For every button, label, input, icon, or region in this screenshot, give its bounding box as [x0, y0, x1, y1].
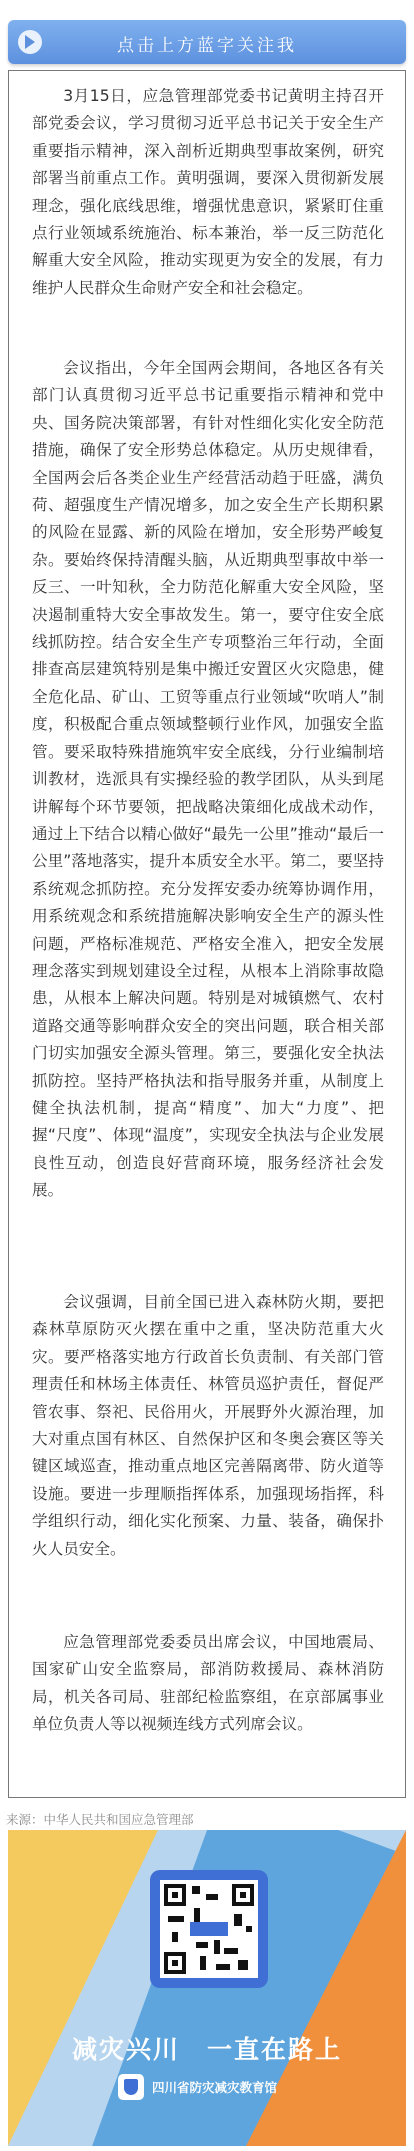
footer-logo-text: 四川省防灾减灾教育馆: [152, 2080, 278, 2095]
qr-finder-bottom-left: [164, 1952, 186, 1974]
qr-code-icon[interactable]: [150, 1870, 268, 1988]
qr-module: [238, 1960, 248, 1970]
footer-logo: [118, 2072, 277, 2102]
qr-module: [168, 1916, 184, 1922]
qr-module: [224, 1948, 238, 1954]
footer-banner: [8, 1830, 406, 2146]
qr-module: [234, 1914, 242, 1926]
article-paragraph-3: 会议强调，目前全国已进入森林防火期，要把森林草原防灭火摆在重中之重，坚决防范重大火灾。要严格落实地方行政首长负责制、有关部门管理责任和林场主体责任、林管员巡护责任，督促严管农事、祭祀、民俗用火，开展野外火源治理，加大对重点国有林区、自然保护区和冬奥会赛区等关键区域巡查，推动重点地区完善隔离带、防火道等设施。要进一步理顺指挥体系，加强现场指挥，科学组织行动，细化实化预案、力量、装备，确保扑火人员安全。: [32, 1293, 384, 1558]
qr-module: [216, 1964, 230, 1970]
qr-module: [192, 1886, 200, 1894]
article-paragraph-4: 应急管理部党委委员出席会议，中国地震局、国家矿山安全监察局，部消防救援局、森林消防局，机关各司局、驻部纪检监察组，在京部属事业单位负责人等以视频连线方式列席会议。: [32, 1633, 384, 1734]
qr-module: [200, 1956, 206, 1970]
qr-module: [246, 1926, 252, 1932]
qr-finder-top-right: [232, 1884, 254, 1906]
qr-finder-top-left: [164, 1884, 186, 1906]
qr-module: [172, 1932, 178, 1942]
article-paragraph-2: 会议指出，今年全国两会期间，各地区各有关部门认真贯彻习近平总书记重要指示精神和党中央、国务院决策部署，有针对性细化实化安全防范措施，确保了安全形势总体稳定。从历史规律看，全国两会后各类企业生产经营活动趋于旺盛，满负荷、超强度生产情况增多，加之安全生产长期积累的风险在显露、新的风险在增加，安全形势严峻复杂。要始终保持清醒头脑，从近期典型事故中举一反三、一叶知秋，全力防范化解重大安全风险，坚决遏制重特大安全事故发生。第一，要守住安全底线抓防控。结合安全生产专项整治三年行动，全面排查高层建筑特别是集中搬迁安置区火灾隐患，健全危化品、矿山、工贸等重点行业领域“吹哨人”制度，积极配合重点领域整顿行业作风，加强安全监管。要采取特殊措施筑牢安全底线，分行业编制培训教材，选派具有实操经验的教学团队，从头到尾讲解每个环节要领，把战略决策细化成战术动作，通过上下结合以精心做好“最先一公里”推动“最后一公里”落地落实，提升本质安全水平。第二，要坚持系统观念抓防控。充分发挥安委办统筹协调作用，用系统观念和系统措施解决影响安全生产的源头性问题，严格标准规范、严格安全准入，把安全发展理念落实到规划建设全过程，从根本上消除事故隐患，从根本上解决问题。特别是对城镇燃气、农村道路交通等影响群众安全的突出问题，联合相关部门切实加强安全源头管理。第三，要强化安全执法抓防控。坚持严格执法和指导服务并重，从制度上健全执法机制，提高“精度”、加大“力度”、把握“尺度”、体现“温度”，实现安全执法与企业发展良性互动，创造良好营商环境，服务经济社会发展。: [32, 359, 384, 1200]
article-body: [8, 70, 406, 1798]
follow-banner-text: 点击上方蓝字关注我: [117, 36, 297, 56]
shield-logo-icon: [118, 2074, 144, 2100]
qr-center-logo: [190, 1922, 228, 1936]
qr-module: [214, 1940, 220, 1954]
article-paragraph-1: 3月15日，应急管理部党委书记黄明主持召开部党委会议，学习贯彻习近平总书记关于安全生产重要指示精神，深入剖析近期典型事故案例，研究部署当前重点工作。黄明强调，要深入贯彻新发展理念，强化底线思维，增强忧患意识，紧紧盯住重点行业领域系统施治、标本兼治，举一反三防范化解重大安全风险，推动实现更为安全的发展，有力维护人民群众生命财产安全和社会稳定。: [32, 87, 384, 297]
follow-banner[interactable]: [8, 20, 406, 64]
qr-module: [194, 1908, 200, 1922]
source-line: 来源：中华人民共和国应急管理部: [6, 1812, 194, 1827]
footer-slogan: 减灾兴川 一直在路上: [71, 2035, 342, 2064]
qr-code-image: [160, 1880, 258, 1978]
qr-module: [206, 1894, 218, 1900]
qr-module: [196, 1942, 208, 1948]
